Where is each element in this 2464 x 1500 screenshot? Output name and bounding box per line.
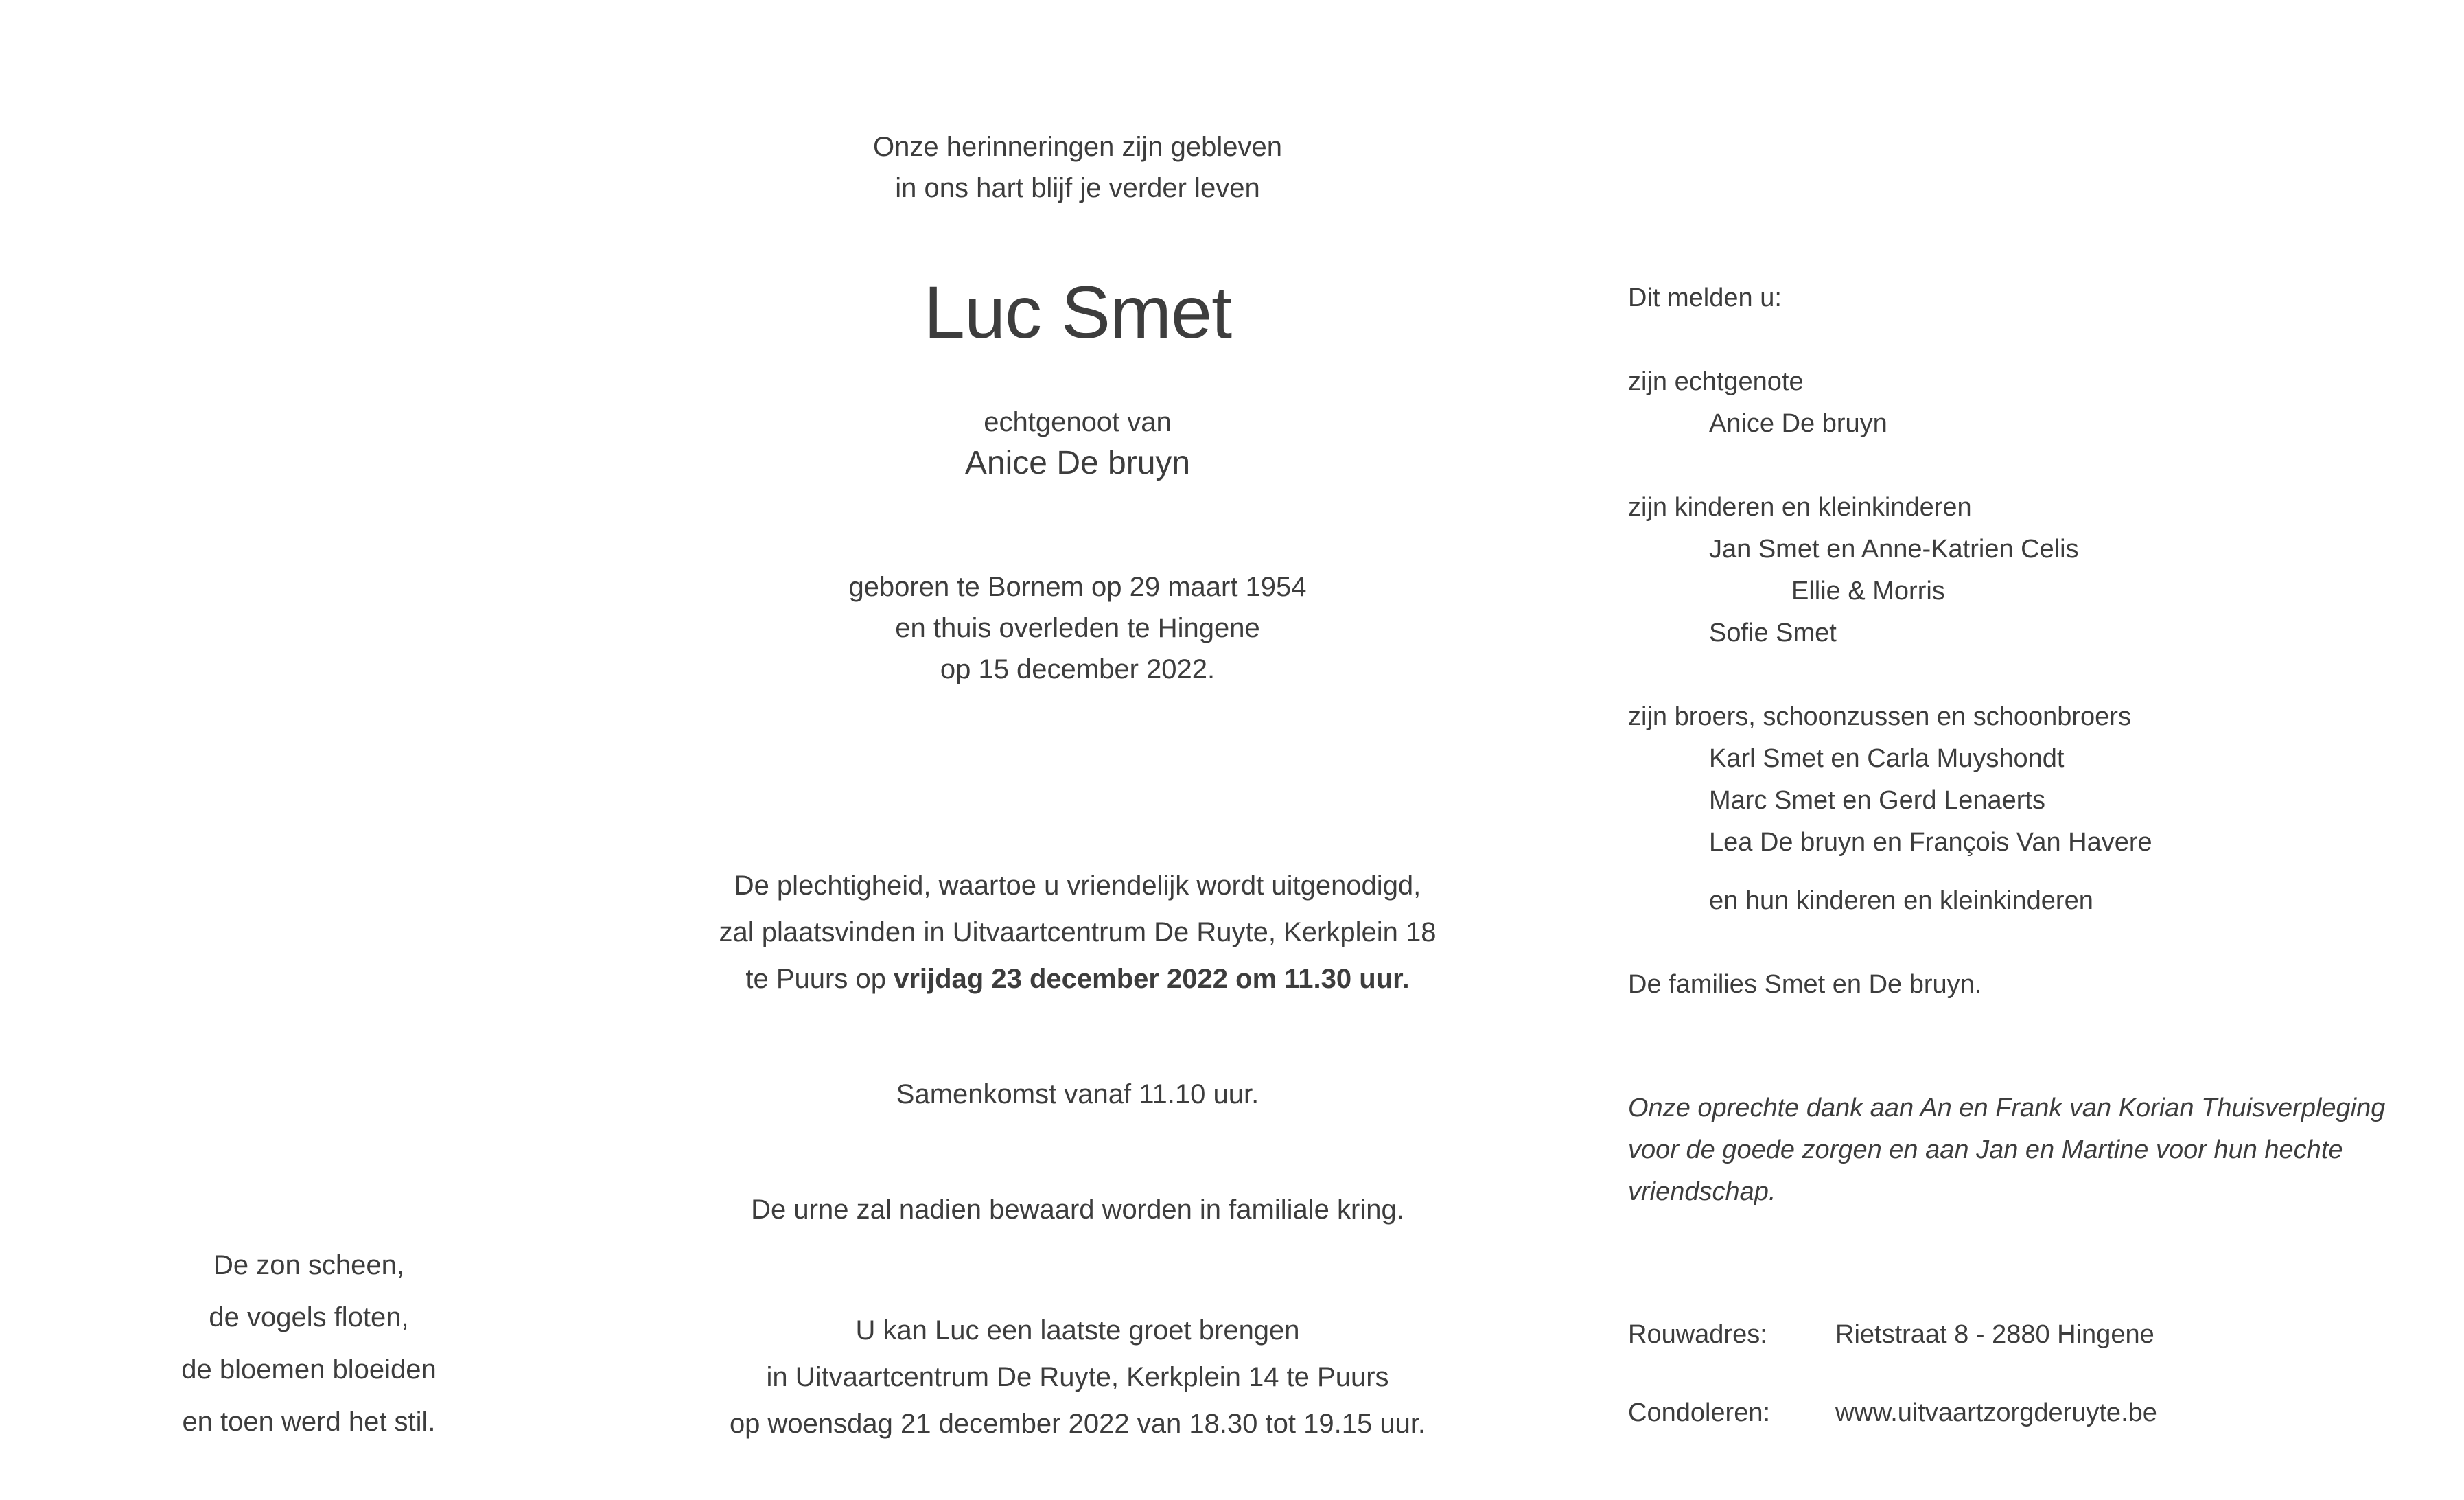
condolence-website[interactable]: www.uitvaartzorgderuyte.be (1835, 1398, 2157, 1427)
families-signature: De families Smet en De bruyn. (1628, 970, 1982, 999)
family-member: Anice De bruyn (1709, 409, 1887, 438)
family-member: Karl Smet en Carla Muyshondt (1709, 744, 2065, 773)
thanks-line: Onze oprechte dank aan An en Frank van Korian Thuisverpleging (1628, 1094, 2386, 1122)
ceremony-line (666, 956, 1489, 1002)
thanks-line: vriendschap. (1628, 1177, 1776, 1206)
motto-verse (700, 126, 1455, 209)
family-member: Marc Smet en Gerd Lenaerts (1709, 786, 2045, 815)
poem-line: de bloemen bloeiden (181, 1354, 437, 1385)
motto-line: Onze herinneringen zijn gebleven (873, 132, 1282, 162)
farewell-line: U kan Luc een laatste groet brengen (855, 1315, 1300, 1346)
children-heading: zijn kinderen en kleinkinderen (1628, 493, 1972, 522)
urn-note: De urne zal nadien bewaard worden in familiale kring. (751, 1195, 1404, 1225)
gathering-time: Samenkomst vanaf 11.10 uur. (896, 1079, 1259, 1109)
poem-line: De zon scheen, (213, 1250, 404, 1280)
family-announcement (1628, 277, 2417, 1006)
family-member: en hun kinderen en kleinkinderen (1709, 886, 2093, 915)
address-row (1628, 1314, 2417, 1355)
family-member: Lea De bruyn en François Van Havere (1709, 828, 2152, 857)
poem (103, 1239, 515, 1448)
spouse-intro: echtgenoot van (984, 407, 1172, 437)
farewell-line: op woensdag 21 december 2022 van 18.30 tot 19.15 uur. (729, 1409, 1426, 1439)
condolence-label: Condoleren: (1628, 1398, 1771, 1427)
birth-line: geboren te Bornem op 29 maart 1954 (848, 572, 1307, 602)
spouse-heading: zijn echtgenote (1628, 367, 1804, 396)
death-place-line: en thuis overleden te Hingene (895, 613, 1260, 643)
farewell-details (666, 1307, 1489, 1447)
spouse-name: Anice De bruyn (964, 445, 1191, 481)
deceased-name: Luc Smet (923, 270, 1232, 354)
ceremony-line: De plechtigheid, waartoe u vriendelijk wordt uitgenodigd, (734, 870, 1421, 901)
death-date-line: op 15 december 2022. (940, 654, 1216, 684)
ceremony-details (666, 862, 1489, 1002)
siblings-heading: zijn broers, schoonzussen en schoonbroers (1628, 702, 2131, 731)
poem-line: de vogels floten, (209, 1302, 409, 1332)
thanks-note (1628, 1087, 2417, 1213)
address-label: Rouwadres: (1628, 1320, 1767, 1349)
farewell-line: in Uitvaartcentrum De Ruyte, Kerkplein 14 te Puurs (766, 1362, 1389, 1392)
family-member: Jan Smet en Anne-Katrien Celis (1709, 535, 2079, 564)
family-member: Ellie & Morris (1791, 577, 1945, 605)
poem-line: en toen werd het stil. (182, 1407, 436, 1437)
condolence-row (1628, 1392, 2417, 1433)
family-member: Sofie Smet (1709, 619, 1837, 647)
ceremony-line: zal plaatsvinden in Uitvaartcentrum De Ruyte, Kerkplein 18 (719, 917, 1437, 947)
thanks-line: voor de goede zorgen en aan Jan en Martine voor hun hechte (1628, 1135, 2343, 1164)
address-value: Rietstraat 8 - 2880 Hingene (1835, 1320, 2154, 1349)
life-dates (700, 566, 1455, 690)
announcement-intro: Dit melden u: (1628, 284, 1782, 312)
ceremony-datetime: vrijdag 23 december 2022 om 11.30 uur. (894, 964, 1410, 994)
contact-info (1628, 1314, 2417, 1433)
motto-line: in ons hart blijf je verder leven (895, 173, 1260, 203)
ceremony-prefix: te Puurs op (745, 964, 894, 994)
